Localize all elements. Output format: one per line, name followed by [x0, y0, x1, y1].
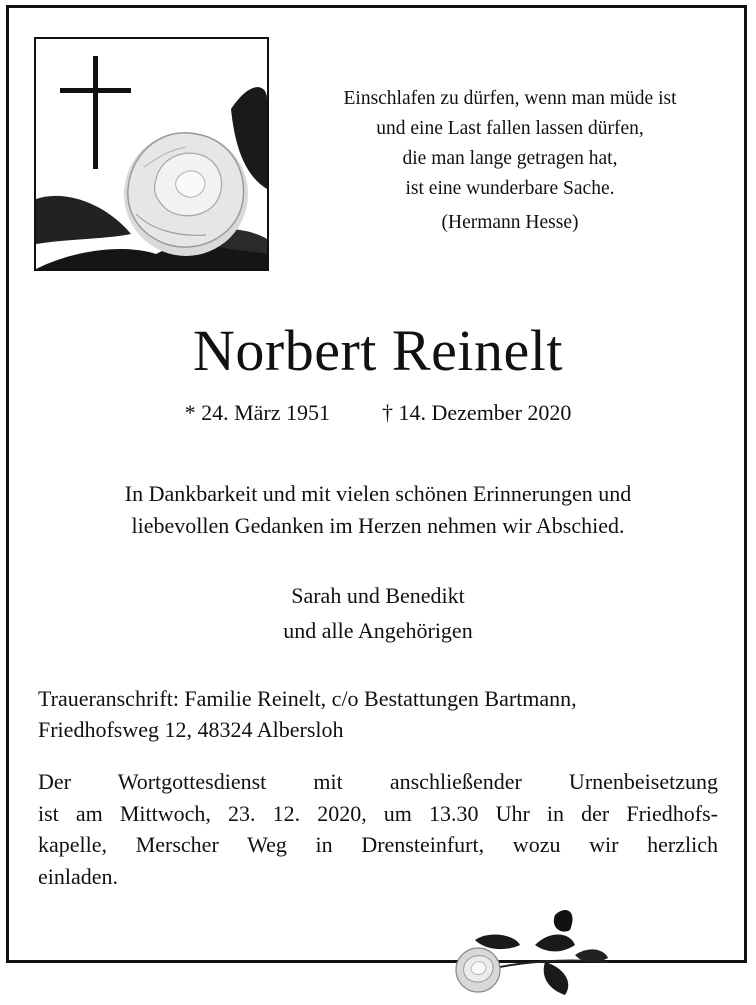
mourner-line: Sarah und Benedikt [291, 583, 465, 608]
mourners [0, 578, 756, 648]
leaf [554, 910, 573, 932]
service-line: ist am Mittwoch, 23. 12. 2020, um 13.30 Uhr in der Friedhofs- [38, 800, 718, 826]
quote-line: ist eine wunderbare Sache. [405, 178, 615, 199]
farewell-line: In Dankbarkeit und mit vielen schönen Erinnerungen und [124, 481, 632, 506]
address-line: Friedhofsweg 12, 48324 Albersloh [38, 717, 344, 742]
service-line: einladen. [38, 863, 119, 889]
cross-rose-image [34, 37, 269, 271]
quote-block [290, 84, 730, 238]
quote-line: die man lange getragen hat, [402, 148, 618, 169]
rose-branch-illustration [440, 900, 640, 1000]
quote-line: Einschlafen zu dürfen, wenn man müde ist [343, 88, 677, 109]
quote-line: und eine Last fallen lassen dürfen, [376, 118, 644, 139]
rose-branch-image [440, 900, 640, 1000]
service-line: kapelle, Merscher Weg in Drensteinfurt, wozu wir herzlich [38, 832, 718, 857]
leaf [475, 935, 520, 950]
rose-bloom-center [471, 962, 486, 975]
cross-horizontal [60, 88, 131, 93]
leaf [535, 934, 575, 951]
leaf-left [36, 196, 131, 244]
deceased-name: Norbert Reinelt [193, 318, 563, 383]
birth-date: * 24. März 1951 [184, 400, 331, 425]
life-dates [0, 398, 756, 428]
address-line: Traueranschrift: Familie Reinelt, c/o Bestattungen Bartmann, [38, 686, 577, 711]
mourner-line: und alle Angehörigen [283, 618, 473, 643]
cross-rose-illustration [36, 39, 267, 269]
cross-vertical [93, 56, 98, 169]
rose-center [176, 171, 205, 197]
service-info [38, 766, 718, 892]
farewell-text [30, 478, 726, 542]
leaf [544, 962, 569, 995]
service-line: Der Wortgottesdienst mit anschließender Urnenbeisetzung [38, 769, 718, 794]
mourning-address [38, 683, 718, 745]
quote-author: (Hermann Hesse) [441, 212, 579, 233]
death-date: † 14. Dezember 2020 [382, 400, 572, 425]
farewell-line: liebevollen Gedanken im Herzen nehmen wir Abschied. [131, 513, 625, 538]
